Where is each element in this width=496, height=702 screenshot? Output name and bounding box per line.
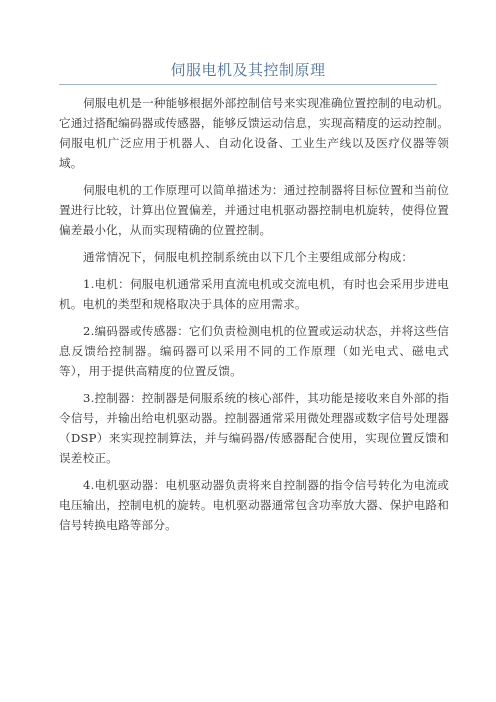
paragraph-components-intro: 通常情况下，伺服电机控制系统由以下几个主要组成部分构成：: [83, 250, 414, 264]
paragraph-intro: 伺服电机是一种能够根据外部控制信号来实现准确位置控制的电动机。它通过搭配编码器或传感器，能够反馈运动信息，实现高精度的运动控制。伺服电机广泛应用于机器人、自动化设备、工业生产线以及医疗仪器等领域。: [59, 96, 449, 170]
paragraph-component-controller: 3.控制器：控制器是伺服系统的核心部件，其功能是接收来自外部的指令信号，并输出给电机驱动器。控制器通常采用微处理器或数字信号处理器（DSP）来实现控制算法，并与编码器/传感器配合使用，实现位置反馈和误差校正。: [59, 391, 449, 465]
paragraph-component-encoder: 2.编码器或传感器：它们负责检测电机的位置或运动状态，并将这些信息反馈给控制器。编码器可以采用不同的工作原理（如光电式、磁电式等），用于提供高精度的位置反馈。: [59, 324, 449, 378]
document-title: 伺服电机及其控制原理: [170, 61, 326, 79]
title-underline: [59, 84, 437, 85]
paragraph-component-driver: 4.电机驱动器：电机驱动器负责将来自控制器的指令信号转化为电流或电压输出，控制电机的旋转。电机驱动器通常包含功率放大器、保护电路和信号转换电路等部分。: [59, 478, 449, 532]
paragraph-component-motor: 1.电机：伺服电机通常采用直流电机或交流电机，有时也会采用步进电机。电机的类型和规格取决于具体的应用需求。: [59, 277, 449, 311]
document-body: [59, 93, 449, 542]
paragraph-working-principle: 伺服电机的工作原理可以简单描述为：通过控制器将目标位置和当前位置进行比较，计算出位置偏差，并通过电机驱动器控制电机旋转，使得位置偏差最小化，从而实现精确的位置控制。: [59, 183, 449, 237]
